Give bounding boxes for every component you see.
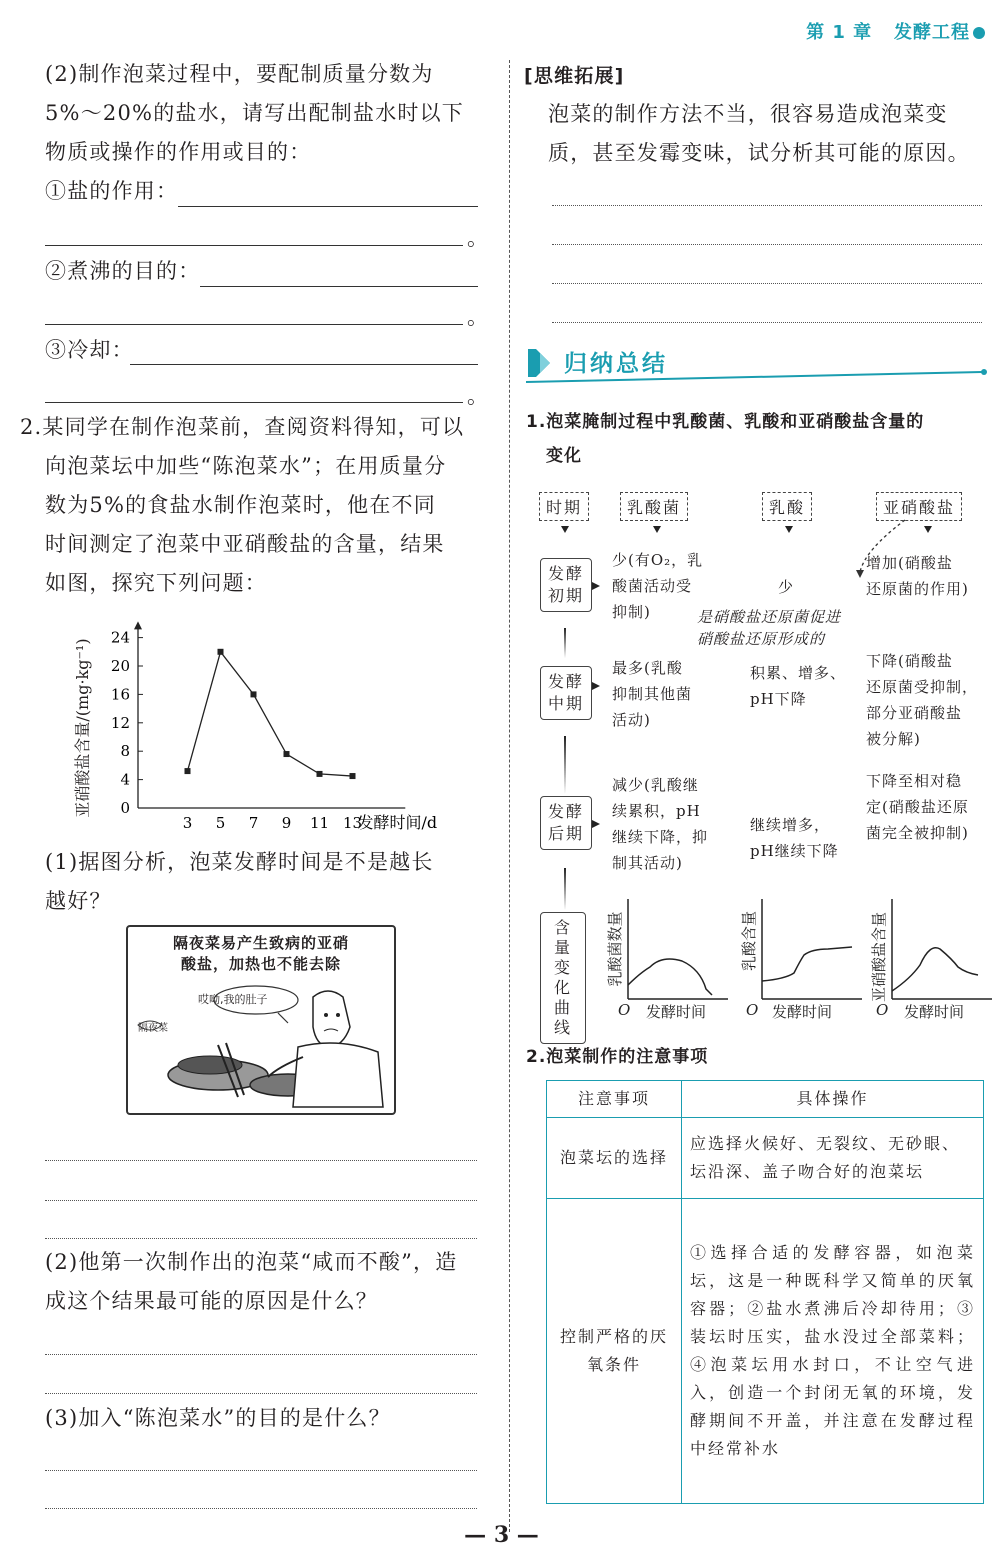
speech-bubble-text: 哎呦,我的肚子: [198, 993, 268, 1006]
data-point: [350, 773, 356, 779]
boil-answer-line-2[interactable]: [45, 324, 463, 325]
q-part2-line-3: 物质或操作的作用或目的：: [45, 140, 312, 164]
mid-bacteria: 最多(乳酸 抑制其他菌 活动): [612, 659, 693, 729]
handwritten-note: 是硝酸盐还原菌促进 硝酸盐还原形成的: [697, 608, 842, 648]
table-head-item: 注意事项: [547, 1081, 682, 1118]
answer-line[interactable]: [45, 1238, 477, 1239]
answer-line[interactable]: [552, 322, 982, 323]
mini-ylabel-3: 亚硝酸盐含量: [870, 911, 888, 1003]
answer-line[interactable]: [45, 1393, 477, 1394]
mini-xlabel-3: 发酵时间: [904, 1003, 965, 1021]
early-bacteria: 少(有O₂，乳 酸菌活动受 抑制): [612, 551, 704, 621]
cartoon-caption-2: 酸盐，加热也不能去除: [180, 955, 341, 973]
y-tick-label: 24: [110, 628, 130, 647]
x-tick-label: 13: [342, 814, 363, 832]
mini-xlabel-2: 发酵时间: [772, 1003, 833, 1021]
sub2-line-1: (2)他第一次制作出的泡菜“咸而不酸”，造: [45, 1250, 458, 1274]
early-acid: 少: [778, 578, 795, 596]
mid-nitrite: 下降(硝酸盐 还原菌受抑制， 部分亚硝酸盐 被分解): [866, 652, 979, 748]
y-tick-label: 16: [110, 685, 130, 704]
answer-line[interactable]: [45, 1160, 477, 1161]
x-tick-label: 9: [281, 814, 292, 832]
q-part2-line-1: (2)制作泡菜过程中，要配制质量分数为: [45, 62, 434, 86]
late-acid: 继续增多， pH继续下降: [750, 816, 839, 860]
period: 。: [467, 226, 490, 250]
y-tick-label: 8: [120, 742, 130, 761]
page-number: — 3 —: [464, 1522, 539, 1548]
boil-label: ②煮沸的目的：: [45, 259, 201, 283]
y-axis-arrow-icon: [134, 621, 142, 629]
mini-origin-2: O: [746, 1001, 759, 1019]
mini-origin-3: O: [876, 1001, 889, 1019]
x-tick-label: 11: [309, 814, 330, 832]
mini-ylabel-1: 乳酸菌数量: [606, 911, 624, 987]
table-cell-item: 控制严格的厌氧条件: [547, 1199, 682, 1504]
cool-answer-line-2[interactable]: [45, 402, 463, 403]
period-box-mid: [540, 666, 592, 720]
salt-answer-line[interactable]: [178, 206, 478, 207]
q2-line-4: 时间测定了泡菜中亚硝酸盐的含量，结果: [45, 532, 445, 556]
period: 。: [467, 305, 490, 329]
y-tick-label: 12: [110, 713, 130, 732]
notes-table: [546, 1080, 984, 1504]
col-head-acid: 乳酸: [762, 492, 812, 521]
x-tick-label: 5: [215, 814, 226, 832]
period-late-2: 后期: [547, 824, 584, 843]
q2-line-1: 2.某同学在制作泡菜前，查阅资料得知，可以: [20, 415, 465, 439]
x-tick-label: 3: [182, 814, 193, 832]
data-point: [251, 691, 257, 697]
mini-curves: [600, 895, 995, 1030]
period: 。: [467, 384, 490, 408]
period-mid-1: 发酵: [547, 672, 584, 691]
answer-line[interactable]: [552, 283, 982, 284]
y-tick-label: 4: [120, 770, 130, 789]
nitrite-curve: [892, 948, 978, 991]
boil-answer-line[interactable]: [200, 286, 478, 287]
q2-line-5: 如图，探究下列问题：: [45, 571, 267, 595]
y-axis-label: 亚硝酸盐含量/(mg·kg⁻¹): [73, 638, 92, 818]
salt-label: ①盐的作用：: [45, 179, 179, 203]
answer-line[interactable]: [45, 1470, 477, 1471]
answer-line[interactable]: [45, 1200, 477, 1201]
expand-line-2: 质，甚至发霉变味，试分析其可能的原因。: [548, 141, 970, 165]
sub3-line: (3)加入“陈泡菜水”的目的是什么？: [45, 1406, 391, 1430]
x-tick-label: 7: [248, 814, 259, 832]
answer-line[interactable]: [552, 205, 982, 206]
mini-xlabel-1: 发酵时间: [646, 1003, 707, 1021]
series-line: [188, 652, 353, 776]
nitrite-chart: [60, 610, 480, 840]
data-point: [284, 751, 290, 757]
sub2-line-2: 成这个结果最可能的原因是什么？: [45, 1289, 378, 1313]
cool-answer-line[interactable]: [130, 364, 478, 365]
chapter-label: 第 1 章: [806, 22, 873, 43]
q2-line-2: 向泡菜坛中加些“陈泡菜水”；在用质量分: [45, 454, 447, 478]
col-head-period: 时期: [539, 492, 589, 521]
col-head-bacteria: 乳酸菌: [620, 492, 688, 521]
cartoon-caption-1: 隔夜菜易产生致病的亚硝: [172, 934, 349, 952]
expand-line-1: 泡菜的制作方法不当，很容易造成泡菜变: [548, 102, 948, 126]
mini-origin-1: O: [618, 1001, 631, 1019]
expand-title: [思维拓展]: [524, 65, 625, 87]
period-late-1: 发酵: [547, 802, 584, 821]
period-box-late: [540, 796, 592, 850]
period-mid-2: 中期: [547, 694, 584, 713]
q-part2-line-2: 5%～20%的盐水，请写出配制盐水时以下: [45, 101, 464, 125]
mini-ylabel-2: 乳酸含量: [740, 910, 758, 972]
table-cell-detail: 应选择火候好、无裂纹、无砂眼、坛沿深、盖子吻合好的泡菜坛: [682, 1118, 984, 1199]
x-axis-label: 发酵时间/d: [357, 813, 438, 832]
table-row: [547, 1199, 984, 1504]
acid-curve: [762, 947, 852, 981]
cool-label: ③冷却：: [45, 338, 134, 362]
summary-title: 归纳总结: [564, 351, 668, 377]
page-header: [806, 18, 985, 44]
column-divider: [509, 60, 510, 1532]
col-head-nitrite: 亚硝酸盐: [876, 492, 962, 521]
period-early-1: 发酵: [547, 564, 584, 583]
late-nitrite: 下降至相对稳 定(硝酸盐还原 菌完全被抑制): [866, 772, 969, 842]
salt-answer-line-2[interactable]: [45, 245, 463, 246]
data-point: [317, 771, 323, 777]
table-row: [547, 1118, 984, 1199]
table-header-row: [547, 1081, 984, 1118]
curve-label-box: 含 量 变 化 曲 线: [540, 912, 586, 1044]
s2-title: 2.泡菜制作的注意事项: [526, 1047, 709, 1067]
data-point: [218, 649, 224, 655]
y-tick-label: 20: [110, 657, 130, 675]
table-head-detail: 具体操作: [682, 1081, 984, 1118]
answer-line[interactable]: [45, 1354, 477, 1355]
data-point: [185, 768, 191, 774]
q2-line-3: 数为5%的食盐水制作泡菜时，他在不同: [45, 493, 436, 517]
cartoon-illustration: [126, 925, 396, 1115]
bullet-icon: [973, 27, 985, 39]
y-tick-label: 0: [120, 799, 130, 817]
sub1-line-1: (1)据图分析，泡菜发酵时间是不是越长: [45, 850, 434, 874]
table-cell-item: 泡菜坛的选择: [547, 1118, 682, 1199]
dish-label: 隔夜菜: [138, 1023, 168, 1034]
table-cell-detail: ①选择合适的发酵容器，如泡菜坛，这是一种既科学又简单的厌氧容器；②盐水煮沸后冷却待用；③装坛时压实，盐水没过全部菜料；④泡菜坛用水封口，不让空气进入，创造一个封闭无氧的环境，发酵期间不开盖，并注意在发酵过程中经常补水: [682, 1199, 984, 1504]
answer-line[interactable]: [45, 1508, 477, 1509]
chapter-title: 发酵工程: [894, 22, 970, 43]
mid-acid: 积累、增多、 pH下降: [750, 664, 847, 708]
s1-line-1: 1.泡菜腌制过程中乳酸菌、乳酸和亚硝酸盐含量的: [526, 412, 925, 432]
sub1-line-2: 越好？: [45, 889, 112, 913]
late-bacteria: 减少(乳酸继 续累积，pH 继续下降，抑 制其活动): [612, 776, 709, 872]
bacteria-curve: [628, 959, 712, 995]
answer-line[interactable]: [552, 244, 982, 245]
period-early-2: 初期: [547, 586, 584, 605]
period-box-early: [540, 558, 592, 612]
early-nitrite: 增加(硝酸盐 还原菌的作用): [866, 554, 969, 598]
s1-line-2: 变化: [546, 446, 582, 466]
